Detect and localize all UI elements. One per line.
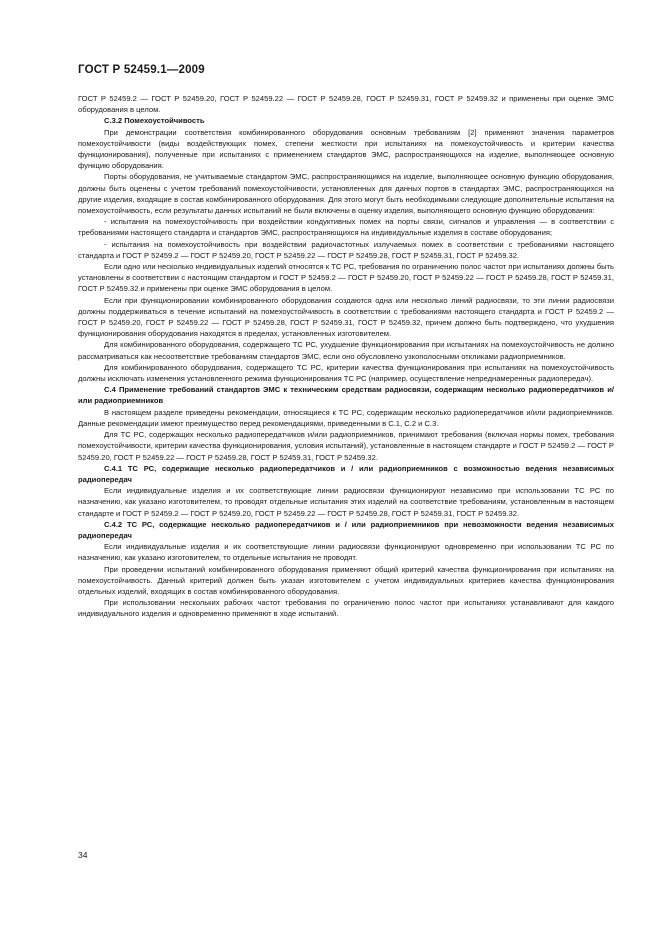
section-heading-c32: С.3.2 Помехоустойчивость	[104, 116, 205, 126]
section-heading-c41: С.4.1 ТС РС, содержащие несколько радиопередатчиков и / или радиоприемников с возможностью ведения независимых радиопередач	[78, 463, 614, 484]
paragraph: При проведении испытаний комбинированного оборудования применяют общий критерий качества функционирования при испытаниях на помехоустойчивость. Данный критерий должен быть указан изготовителем с учетом индивидуальных критериев качества функционирования отдельных изделий, входящих в состав комбинированного оборудования.	[78, 564, 614, 596]
paragraph: Для комбинированного оборудования, содержащего ТС РС, критерии качества функционирования при испытаниях на помехоустойчивость должны исключать изменения установленного режима функционирования ТС РС (например, осуществление непреднамеренных радиопередач).	[78, 362, 614, 384]
section-heading-c4: С.4 Применение требований стандартов ЭМС к техническим средствам радиосвязи, содержащим несколько радиопередатчиков и/или радиоприемников	[78, 385, 614, 406]
list-item: - испытания на помехоустойчивость при воздействии радиочастотных излучаемых помех в соответствии с требованиями настоящего стандарта и ГОСТ Р 52459.2 — ГОСТ Р 52459.20, ГОСТ Р 52459.22 — ГОСТ Р 52459.28, ГОСТ Р 52459.31, ГОСТ Р 52459.32.	[78, 239, 614, 260]
page-number: 34	[78, 850, 88, 860]
document-header: ГОСТ Р 52459.1—2009	[78, 64, 205, 76]
paragraph: Если индивидуальные изделия и их соответствующие линии радиосвязи функционируют одновременно при использовании ТС РС по назначению, как указано изготовителем, то отдельные испытания не проводят.	[78, 542, 614, 563]
paragraph: Для ТС РС, содержащих несколько радиопередатчиков и/или радиоприемников, принимают требования (включая нормы помех, требования помехоустойчивости, критерии качества функционирования, условия испытаний), установленные в настоящем стандарте и ГОСТ Р 52459.2 — ГОСТ Р 52459.20, ГОСТ Р 52459.22 — ГОСТ Р 52459.28, ГОСТ Р 52459.31, ГОСТ Р 52459.32.	[78, 430, 614, 462]
list-item: - испытания на помехоустойчивость при воздействии кондуктивных помех на порты связи, сигналов и управления — в соответствии с требованиями настоящего стандарта и стандартов ЭМС, распространяющихся на индивидуальные изделия в составе оборудования;	[78, 217, 614, 238]
paragraph: При демонстрации соответствия комбинированного оборудования основным требованиям [2] применяют значения параметров помехоустойчивости (виды воздействующих помех, степени жесткости при испытаниях на помехоустойчивость и критерии качества функционирования), полученные при испытаниях с применением стандартов ЭМС, распространяющихся на изделие, выполняющее основную функцию оборудования.	[78, 127, 614, 171]
document-body	[78, 93, 614, 620]
paragraph: Для комбинированного оборудования, содержащего ТС РС, ухудшение функционирования при испытаниях на помехоустойчивость не должно рассматриваться как несоответствие требованиям стандартов ЭМС, если оно обусловлено узкополосными откликами радиоприемников.	[78, 340, 614, 361]
paragraph: Если при функционировании комбинированного оборудования создаются одна или несколько линий радиосвязи, то эти линии радиосвязи должны поддерживаться в течение испытаний на помехоустойчивость в соответствии с требованиями настоящего стандарта и ГОСТ Р 52459.2 — ГОСТ Р 52459.20, ГОСТ Р 52459.22 — ГОСТ Р 52459.28, ГОСТ Р 52459.31, ГОСТ Р 52459.32, причем должно быть подтверждено, что ухудшения функционирования оборудования находятся в пределах, установленных изготовителем.	[78, 295, 614, 339]
section-heading-c42: С.4.2 ТС РС, содержащие несколько радиопередатчиков и / или радиоприемников при невозможности ведения независимых радиопередач	[78, 519, 614, 540]
paragraph: В настоящем разделе приведены рекомендации, относящиеся к ТС РС, содержащим несколько радиопередатчиков и/или радиоприемников. Данные рекомендации имеют преимущество перед рекомендациями, приведенными в С.1, С.2 и С.3.	[78, 407, 614, 428]
paragraph: Порты оборудования, не учитываемые стандартом ЭМС, распространяющимся на изделие, выполняющее основную функцию оборудования, должны быть оценены с учетом требований помехоустойчивости, установленных для данных портов в стандартах ЭМС, распространяющихся на другие изделия, входящие в состав комбинированного оборудования. Для этого могут быть необходимыми следующие дополнительные испытания на помехоустойчивость, если результаты данных испытаний не были включены в оценку изделия, выполняющего основную функцию оборудования:	[78, 172, 614, 216]
paragraph: При использовании нескольких рабочих частот требования по ограничению полос частот при испытаниях устанавливают для каждого индивидуального изделия и одновременно применяют в ходе испытаний.	[78, 598, 614, 619]
paragraph-continuation: ГОСТ Р 52459.2 — ГОСТ Р 52459.20, ГОСТ Р 52459.22 — ГОСТ Р 52459.28, ГОСТ Р 52459.31, ГОСТ Р 52459.32 и применены при оценке ЭМС оборудования в целом.	[78, 94, 614, 115]
paragraph: Если одно или несколько индивидуальных изделий относятся к ТС РС, требования по ограничению полос частот при испытаниях должны быть установлены в соответствии с настоящим стандартом и ГОСТ Р 52459.2 — ГОСТ Р 52459.20, ГОСТ Р 52459.22 — ГОСТ Р 52459.28, ГОСТ Р 52459.31, ГОСТ Р 52459.32 и применены при оценке ЭМС оборудования в целом.	[78, 262, 614, 294]
paragraph: Если индивидуальные изделия и их соответствующие линии радиосвязи функционируют независимо при использовании ТС РС по назначению, как указано изготовителем, то проводят отдельные испытания этих изделий на соответствие требованиям, установленным в настоящем стандарте и ГОСТ Р 52459.2 — ГОСТ Р 52459.20, ГОСТ Р 52459.22 — ГОСТ Р 52459.28, ГОСТ Р 52459.31, ГОСТ Р 52459.32.	[78, 486, 614, 518]
